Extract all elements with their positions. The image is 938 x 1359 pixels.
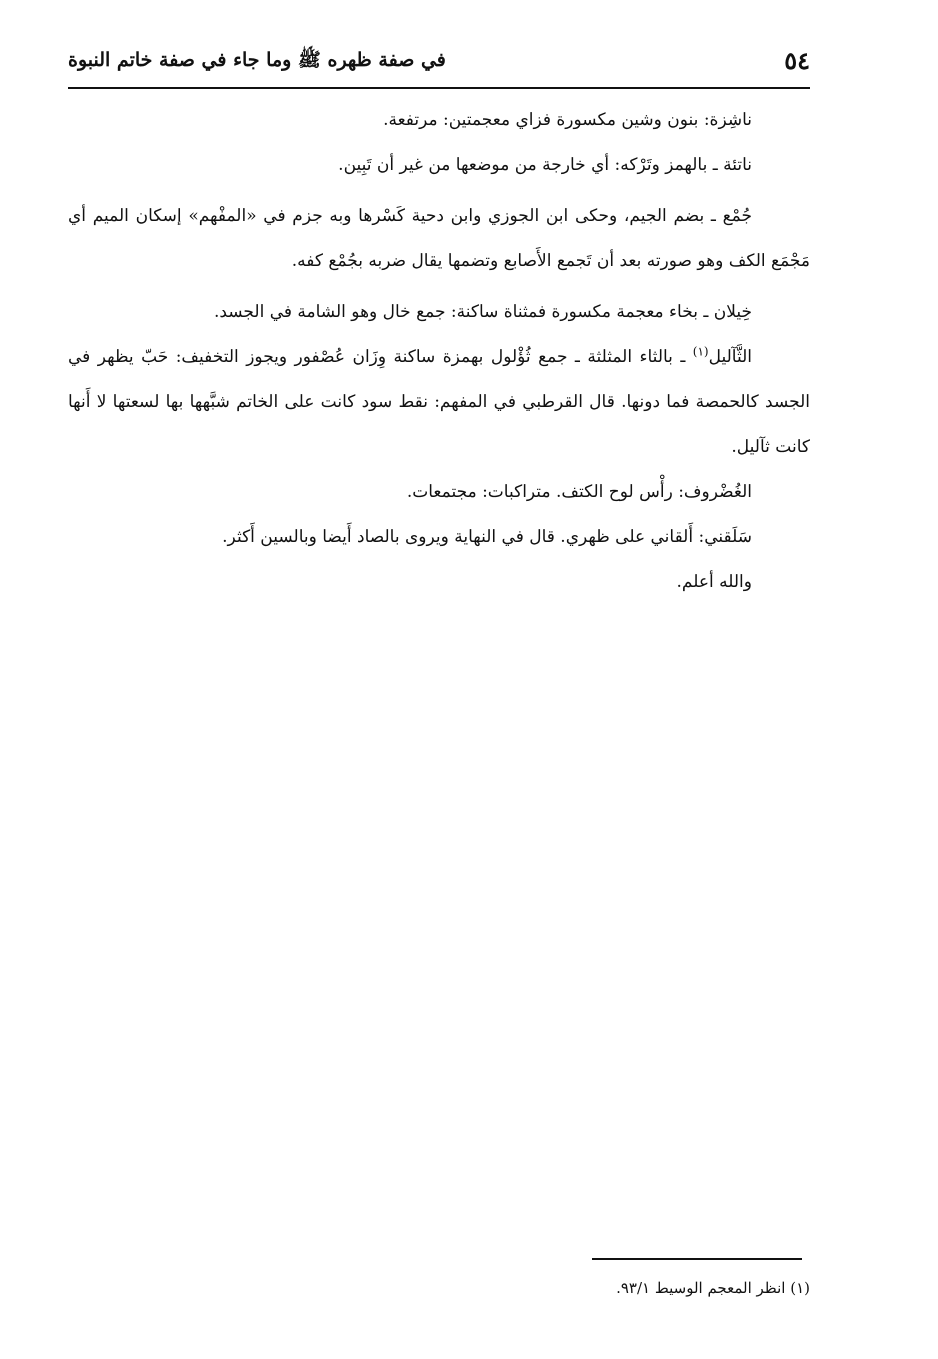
paragraph-ghudruf: الغُضْروف: رأْس لوح الكتف. متراكبات: مجتمعات. (406, 482, 752, 502)
paragraph-salaqani: سَلَقني: أَلقاني على ظهري. قال في النهاية ويروى بالصاد أَيضا وبالسين أَكثر. (222, 527, 752, 547)
footnote-rule (592, 1258, 802, 1260)
paragraph-nashiza: ناشِزة: بنون وشين مكسورة فزاي معجمتين: مرتفعة. (383, 110, 752, 130)
header-rule (68, 87, 810, 89)
paragraph-natia: ناتئة ـ بالهمز وتَرْكه: أي خارجة من موضعها من غير أن تَبِين. (338, 155, 752, 175)
main-text (68, 98, 810, 605)
paragraph-jum: جُمْع ـ بضم الجيم، وحكى ابن الجوزي وابن دحية كَسْرها وبه جزم في «المفْهم» إسكان الميم أي مَجْمَع الكف وهو صورته بعد أن تَجمع الأَصابع وتضمها يقال ضربه بجُمْع كفه. (68, 206, 810, 271)
page-number: ٥٤ (784, 46, 810, 75)
paragraph-closing: والله أعلم. (676, 572, 752, 592)
thaalil-headword: الثَّآليل (708, 347, 752, 367)
footnote: (١) انظر المعجم الوسيط ٩٣/١. (616, 1279, 810, 1297)
running-header (68, 40, 810, 84)
running-title: في صفة ظهره ﷺ وما جاء في صفة خاتم النبوة (68, 49, 446, 71)
paragraph-khilan: خِيلان ـ بخاء معجمة مكسورة فمثناة ساكنة: جمع خال وهو الشامة في الجسد. (213, 302, 752, 322)
paragraph-thaalil (68, 335, 810, 470)
footnote-reference: (١) (692, 344, 709, 359)
thaalil-definition: ـ بالثاء المثلثة ـ جمع ثُؤْلول بهمزة ساكنة وِزَان عُصْفور ويجوز التخفيف: حَبّ يظهر في الجسد كالحمصة فما دونها. قال القرطبي في المفهم: نقط سود كانت على الخاتم شبَّهها بها لسعتها لا أَنها كانت ثآليل. (68, 347, 810, 457)
